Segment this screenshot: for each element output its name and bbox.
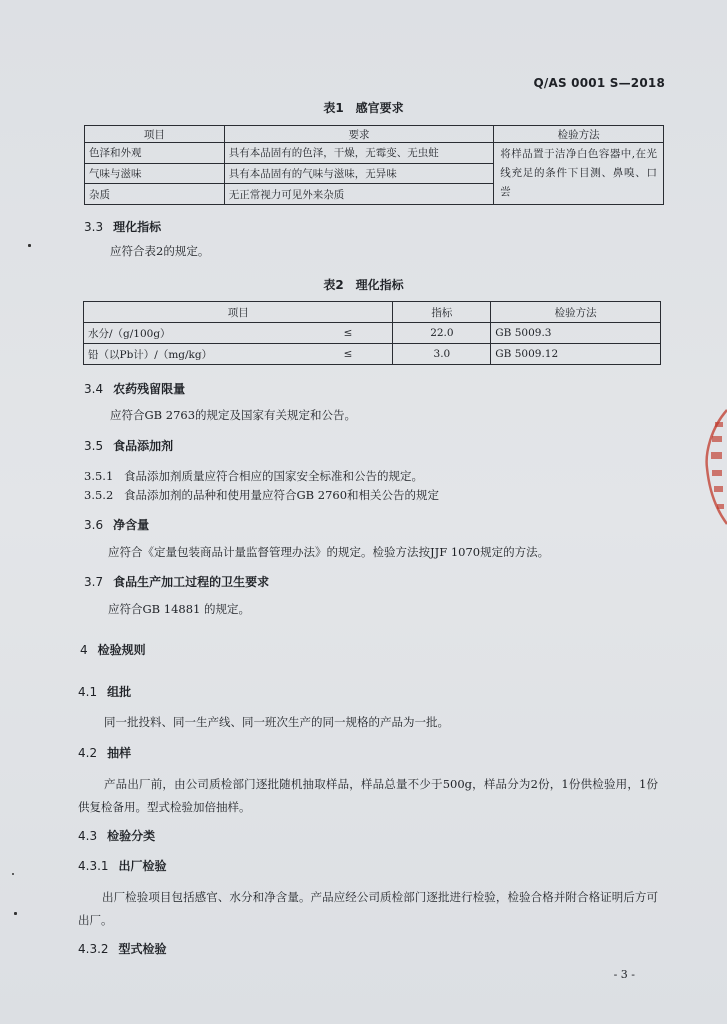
section-title: 农药残留限量 — [113, 382, 186, 396]
table-cell: 22.0 — [393, 323, 491, 344]
table-cell: 气味与滋味 — [85, 163, 225, 184]
section-3-5-heading — [84, 437, 173, 454]
table-header: 要求 — [224, 126, 494, 143]
table-header: 检验方法 — [491, 302, 661, 323]
section-title: 型式检验 — [118, 942, 167, 956]
section-title: 食品生产加工过程的卫生要求 — [113, 575, 270, 589]
section-title: 检验分类 — [107, 829, 156, 843]
section-title: 食品添加剂 — [113, 439, 174, 453]
section-number: 3.5 — [84, 439, 104, 453]
section-3-6-heading — [84, 516, 149, 533]
table-header-row — [85, 126, 664, 143]
section-number: 4.2 — [78, 746, 98, 760]
table-header-row — [84, 302, 661, 323]
table-row — [84, 344, 661, 365]
section-4-2-heading — [78, 744, 131, 761]
section-4-3-heading — [78, 827, 155, 844]
table-cell: 3.0 — [393, 344, 491, 365]
section-title: 净含量 — [113, 518, 150, 532]
seal-stamp — [701, 408, 727, 526]
section-number: 3.7 — [84, 575, 104, 589]
section-title: 出厂检验 — [118, 859, 167, 873]
table-cell: 杂质 — [85, 184, 225, 205]
section-4-3-2-heading — [78, 940, 167, 957]
method-cell: 将样品置于洁净白色容器中,在光线充足的条件下目测、鼻嗅、口尝 — [494, 143, 664, 205]
section-3-4-text: 应符合GB 2763的规定及国家有关规定和公告。 — [110, 408, 357, 422]
section-number: 3.4 — [84, 382, 104, 396]
section-4-1-heading — [78, 683, 131, 700]
physicochemical-table — [83, 301, 661, 365]
section-4-3-1-heading — [78, 857, 167, 874]
section-number: 4.1 — [78, 685, 98, 699]
table-row — [84, 323, 661, 344]
section-3-7-text: 应符合GB 14881 的规定。 — [108, 602, 251, 616]
scan-speck — [28, 244, 31, 247]
section-4-1-text: 同一批投料、同一生产线、同一班次生产的同一规格的产品为一批。 — [104, 715, 449, 729]
section-number: 4.3.2 — [78, 942, 109, 956]
table1-caption: 表1 感官要求 — [323, 101, 404, 115]
section-number: 4 — [80, 643, 88, 657]
section-3-3-heading — [84, 218, 161, 235]
clause-number: 3.5.1 — [84, 469, 114, 483]
table2-caption: 表2 理化指标 — [323, 278, 404, 292]
clause-number: 3.5.2 — [84, 488, 114, 502]
table-header: 检验方法 — [494, 126, 664, 143]
table-cell: 具有本品固有的气味与滋味，无异味 — [224, 163, 494, 184]
page-number: - 3 - — [613, 968, 635, 981]
section-title: 组批 — [107, 685, 132, 699]
table-cell: GB 5009.3 — [491, 323, 661, 344]
table-cell: 无正常视力可见外来杂质 — [224, 184, 494, 205]
section-number: 4.3.1 — [78, 859, 109, 873]
table-cell: ≤ — [295, 344, 393, 365]
table-cell: 铅（以Pb计）/（mg/kg） — [84, 344, 296, 365]
section-number: 3.3 — [84, 220, 104, 234]
section-3-4-heading — [84, 380, 185, 397]
section-3-7-heading — [84, 573, 269, 590]
section-3-6-text: 应符合《定量包装商品计量监督管理办法》的规定。检验方法按JJF 1070规定的方法。 — [108, 545, 550, 559]
table-header: 指标 — [393, 302, 491, 323]
clause-3-5-1 — [84, 468, 423, 484]
scan-speck — [14, 912, 17, 915]
standard-code: Q/AS 0001 S—2018 — [533, 76, 665, 90]
clause-text: 食品添加剂质量应符合相应的国家安全标准和公告的规定。 — [124, 469, 423, 483]
table-cell: ≤ — [295, 323, 393, 344]
section-4-heading — [80, 641, 146, 658]
scan-speck — [12, 873, 14, 875]
table-header: 项目 — [85, 126, 225, 143]
section-4-2-text: 产品出厂前，由公司质检部门逐批随机抽取样品，样品总量不少于500g，样品分为2份，1份供检验用，1份供复检备用。型式检验加倍抽样。 — [78, 777, 658, 814]
table-cell: 水分/（g/100g） — [84, 323, 296, 344]
table-cell: GB 5009.12 — [491, 344, 661, 365]
section-title: 抽样 — [107, 746, 132, 760]
table-cell: 色泽和外观 — [85, 143, 225, 164]
table-row — [85, 143, 664, 164]
section-number: 4.3 — [78, 829, 98, 843]
section-4-3-1-text: 出厂检验项目包括感官、水分和净含量。产品应经公司质检部门逐批进行检验，检验合格并附合格证明后方可出厂。 — [78, 890, 658, 927]
table-cell: 具有本品固有的色泽，干燥，无霉变、无虫蛀 — [224, 143, 494, 164]
sensory-requirements-table — [84, 125, 664, 205]
section-number: 3.6 — [84, 518, 104, 532]
section-3-3-text: 应符合表2的规定。 — [110, 244, 210, 258]
section-title: 检验规则 — [97, 643, 146, 657]
table-header: 项目 — [84, 302, 393, 323]
section-title: 理化指标 — [113, 220, 162, 234]
clause-3-5-2 — [84, 487, 439, 503]
clause-text: 食品添加剂的品种和使用量应符合GB 2760和相关公告的规定 — [124, 488, 440, 502]
